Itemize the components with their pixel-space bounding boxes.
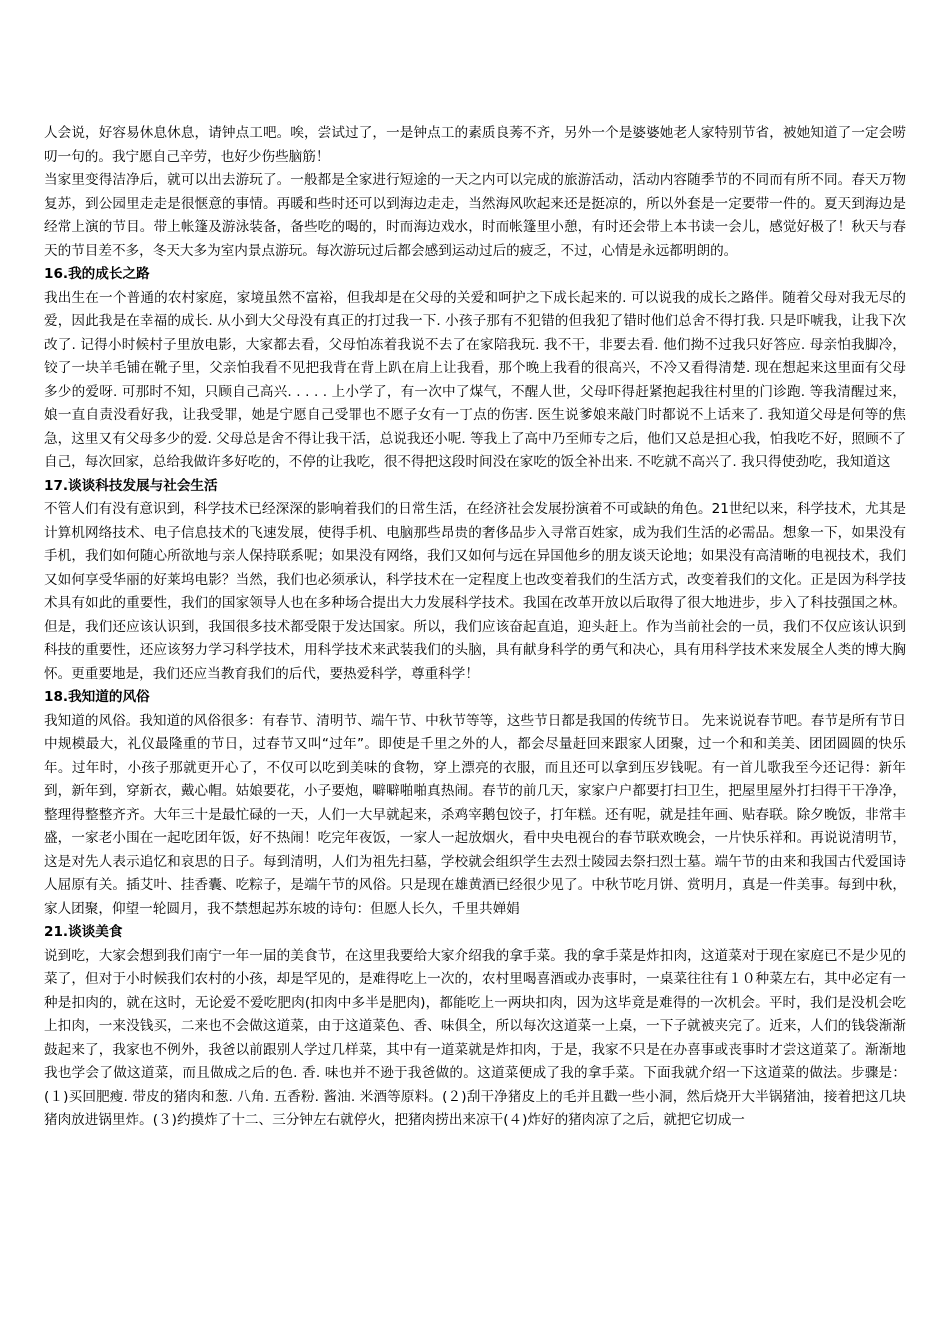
paragraph-family-outing: 当家里变得洁净后，就可以出去游玩了。一般都是全家进行短途的一天之内可以完成的旅游活动，活动内容随季节的不同而有所不同。春天万物复苏，到公园里走走是很惬意的事情。再暖和些时还可以到海边走走，当然海风吹起来还是挺凉的，所以外套是一定要带一件的。夏天到海边是经常上演的节目。带上帐篷及游泳装备，备些吃的喝的，时而海边戏水，时而帐篷里小憩，有时还会带上本书读一会儿，感觉好极了！秋天与春天的节目差不多，冬天大多为室内景点游玩。每次游玩过后都会感到运动过后的疲乏，不过，心情是永远都明朗的。 <box>44 172 906 259</box>
paragraph-growth: 我出生在一个普通的农村家庭，家境虽然不富裕，但我却是在父母的关爱和呵护之下成长起来的. 可以说我的成长之路伴。随着父母对我无尽的爱，因此我是在幸福的成长. 从小到大父母没有真正的打过我一下. 小孩子那有不犯错的但我犯了错时他们总舍不得打我. 只是吓唬我，让我下次改了. 记得小时候村子里放电影，大家都去看，父母怕冻着我说不去了在家陪我玩. 我不干，非要去看. 他们拗不过我只好答应. 母亲怕我脚冷，铰了一块羊毛铺在靴子里，父亲怕我看不见把我背在背上趴在肩上让我看，那个晚上我看的很高兴，不冷又看得清楚. 现在想起来这里面有父母多少的爱呀. 可那时不知，只顾自己高兴. . . . . 上小学了，有一次中了煤气，不醒人世，父母吓得赶紧抱起我往村里的门诊跑. 等我清醒过来，娘一直自责没看好我，让我受罪，她是宁愿自己受罪也不愿子女有一丁点的伤害. 医生说爹娘来敲门时都说不上话来了. 我知道父母是何等的焦急，这里又有父母多少的爱. 父母总是舍不得让我干活，总说我还小呢. 等我上了高中乃至师专之后，他们又总是担心我，怕我吃不好，照顾不了自己，每次回家，总给我做许多好吃的，不停的让我吃，很不得把这段时间没在家吃的饭全补出来. 不吃就不高兴了. 我只得使劲吃，我知道这 <box>44 289 906 470</box>
paragraph-technology: 不管人们有没有意识到，科学技术已经深深的影响着我们的日常生活，在经济社会发展扮演着不可或缺的角色。21世纪以来，科学技术，尤其是计算机网络技术、电子信息技术的飞速发展，使得手机、电脑那些昂贵的奢侈品步入寻常百姓家，成为我们生活的必需品。想象一下，如果没有手机，我们如何随心所欲地与亲人保持联系呢；如果没有网络，我们又如何与远在异国他乡的朋友谈天论地；如果没有高清晰的电视技术，我们又如何享受华丽的好莱坞电影？当然，我们也必须承认，科学技术在一定程度上也改变着我们的生活方式，改变着我们的文化。正是因为科学技术具有如此的重要性，我们的国家领导人也在多种场合提出大力发展科学技术。我国在改革开放以后取得了很大地进步，步入了科技强国之林。但是，我们还应该认识到，我国很多技术都受限于发达国家。所以，我们应该奋起直追，迎头赶上。作为当前社会的一员，我们不仅应该认识到科技的重要性，还应该努力学习科学技术，用科学技术来武装我们的头脑，具有献身科学的勇气和决心，具有用科学技术来发展全人类的博大胸怀。更重要地是，我们还应当教育我们的后代，要热爱科学，尊重科学！ <box>44 501 906 682</box>
section-heading-technology: 17.谈谈科技发展与社会生活 <box>44 477 218 494</box>
section-heading-customs: 18.我知道的风俗 <box>44 689 150 705</box>
section-heading-food: 21.谈谈美食 <box>44 924 123 940</box>
paragraph-family-cleaning: 人会说，好容易休息休息，请钟点工吧。唉，尝试过了，一是钟点工的素质良莠不齐，另外一个是婆婆她老人家特别节省，被她知道了一定会唠叨一句的。我宁愿自己辛劳，也好少伤些脑筋！ <box>44 125 906 165</box>
paragraph-customs: 我知道的风俗。我知道的风俗很多：有春节、清明节、端午节、中秋节等等，这些节日都是我国的传统节日。 先来说说春节吧。春节是所有节日中规模最大，礼仪最隆重的节日，过春节又叫“过年”。即使是千里之外的人，都会尽量赶回来跟家人团聚，过一个和和美美、团团圆圆的快乐年。过年时，小孩子那就更开心了，不仅可以吃到美味的食物，穿上漂亮的衣服，而且还可以拿到压岁钱呢。有一首儿歌我至今还记得：新年到，新年到，穿新衣，戴心帽。姑娘要花，小子要炮，噼噼啪啪真热闹。春节的前几天，家家户户都要打扫卫生，把屋里屋外打扫得干干净净，整理得整整齐齐。大年三十是最忙碌的一天，人们一大早就起来，杀鸡宰鹅包饺子，打年糕。还有呢，就是挂年画、贴春联。除夕晚饭，非常丰盛，一家老小围在一起吃团年饭，好不热闹！吃完年夜饭，一家人一起放烟火，看中央电视台的春节联欢晚会，一片快乐祥和。再说说清明节，这是对先人表示追忆和哀思的日子。每到清明，人们为祖先扫墓，学校就会组织学生去烈士陵园去祭扫烈士墓。端午节的由来和我国古代爱国诗人屈原有关。插艾叶、挂香囊、吃粽子，是端午节的风俗。只是现在雄黄酒已经很少见了。中秋节吃月饼、赏明月，真是一件美事。每到中秋，家人团聚，仰望一轮圆月，我不禁想起苏东坡的诗句：但愿人长久，千里共婵娟 <box>44 712 906 917</box>
document-page <box>44 122 906 1133</box>
paragraph-food: 说到吃，大家会想到我们南宁一年一届的美食节，在这里我要给大家介绍我的拿手菜。我的拿手菜是炸扣肉，这道菜对于现在家庭已不是少见的菜了，但对于小时候我们农村的小孩，却是罕见的，是难得吃上一次的，农村里喝喜酒或办丧事时，一桌菜往往有１０种菜左右，其中必定有一种是扣肉的，就在这时，无论爱不爱吃肥肉(扣肉中多半是肥肉)，都能吃上一两块扣肉，因为这毕竟是难得的一次机会。平时，我们是没机会吃上扣肉，一来没钱买，二来也不会做这道菜，由于这道菜色、香、味俱全，所以每次这道菜一上桌，一下子就被夹完了。近来，人们的钱袋渐渐鼓起来了，我家也不例外，我爸以前跟别人学过几样菜，其中有一道菜就是炸扣肉，于是，我家不只是在办喜事或丧事时才尝这道菜了。渐渐地我也学会了做这道菜，而且做成之后的色. 香. 味也并不逊于我爸做的。这道菜便成了我的拿手菜。下面我就介绍一下这道菜的做法。步骤是：(１)买回肥瘦. 带皮的猪肉和葱. 八角. 五香粉. 酱油. 米酒等原料。(２)刮干净猪皮上的毛并且戳一些小洞，然后烧开大半锅猪油，接着把这几块猪肉放进锅里炸。(３)约摸炸了十二、三分钟左右就停火，把猪肉捞出来凉干(４)炸好的猪肉凉了之后，就把它切成一 <box>44 947 906 1128</box>
section-heading-growth: 16.我的成长之路 <box>44 266 150 282</box>
